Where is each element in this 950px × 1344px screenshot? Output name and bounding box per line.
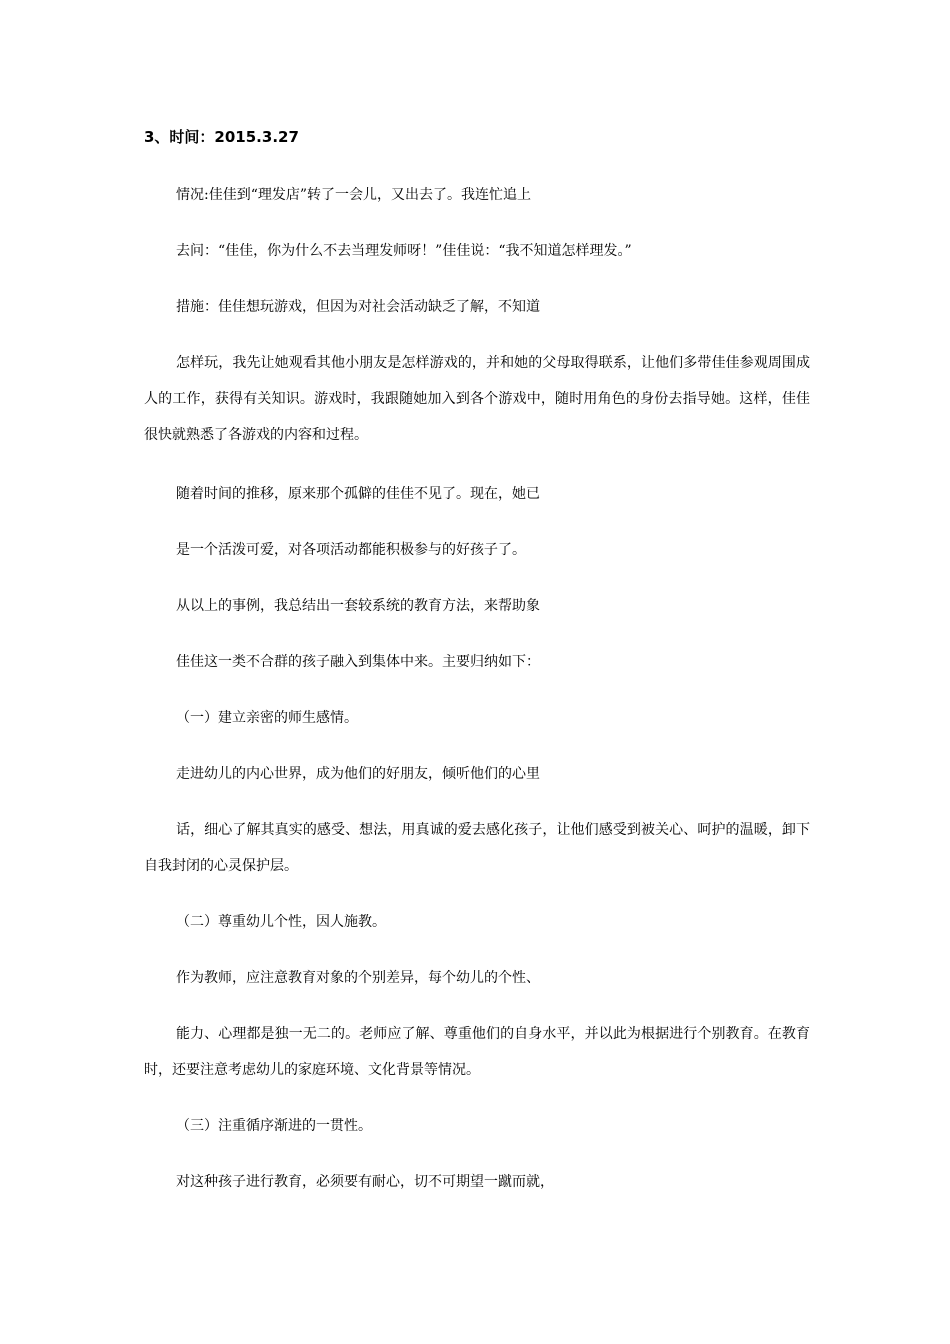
subheading-one: （一）建立亲密的师生感情。 [176,710,358,726]
paragraph-over-time: 随着时间的推移，原来那个孤僻的佳佳不见了。现在，她已 [176,486,540,502]
paragraph-inner-world-cont: 话，细心了解其真实的感受、想法，用真诚的爱去感化孩子，让他们感受到被关心、呵护的温暖，卸下自我封闭的心灵保护层。 [144,822,810,874]
paragraph-question: 去问：“佳佳，你为什么不去当理发师呀！”佳佳说：“我不知道怎样理发。” [176,243,632,259]
paragraph-patience: 对这种孩子进行教育，必须要有耐心，切不可期望一蹴而就， [176,1174,554,1190]
subheading-two: （二）尊重幼儿个性，因人施教。 [176,914,386,930]
paragraph-measures: 措施：佳佳想玩游戏，但因为对社会活动缺乏了解，不知道 [176,299,540,315]
paragraph-as-teacher-cont: 能力、心理都是独一无二的。老师应了解、尊重他们的自身水平，并以此为根据进行个别教育。在教育时，还要注意考虑幼儿的家庭环境、文化背景等情况。 [144,1026,810,1078]
paragraph-inner-world: 走进幼儿的内心世界，成为他们的好朋友，倾听他们的心里 [176,766,540,782]
paragraph-as-teacher: 作为教师，应注意教育对象的个别差异，每个幼儿的个性、 [176,970,540,986]
paragraph-summary: 从以上的事例，我总结出一套较系统的教育方法，来帮助象 [176,598,540,614]
paragraph-situation: 情况:佳佳到“理发店”转了一会儿，又出去了。我连忙追上 [176,187,532,203]
paragraph-lively-child: 是一个活泼可爱，对各项活动都能积极参与的好孩子了。 [176,542,526,558]
paragraph-summary-cont: 佳佳这一类不合群的孩子融入到集体中来。主要归纳如下： [176,654,540,670]
paragraph-how-to-play: 怎样玩，我先让她观看其他小朋友是怎样游戏的，并和她的父母取得联系，让他们多带佳佳参观周围成人的工作，获得有关知识。游戏时，我跟随她加入到各个游戏中，随时用角色的身份去指导她。这样，佳佳很快就熟悉了各游戏的内容和过程。 [144,355,810,443]
subheading-three: （三）注重循序渐进的一贯性。 [176,1118,372,1134]
section-heading: 3、时间：2015.3.27 [144,128,299,146]
